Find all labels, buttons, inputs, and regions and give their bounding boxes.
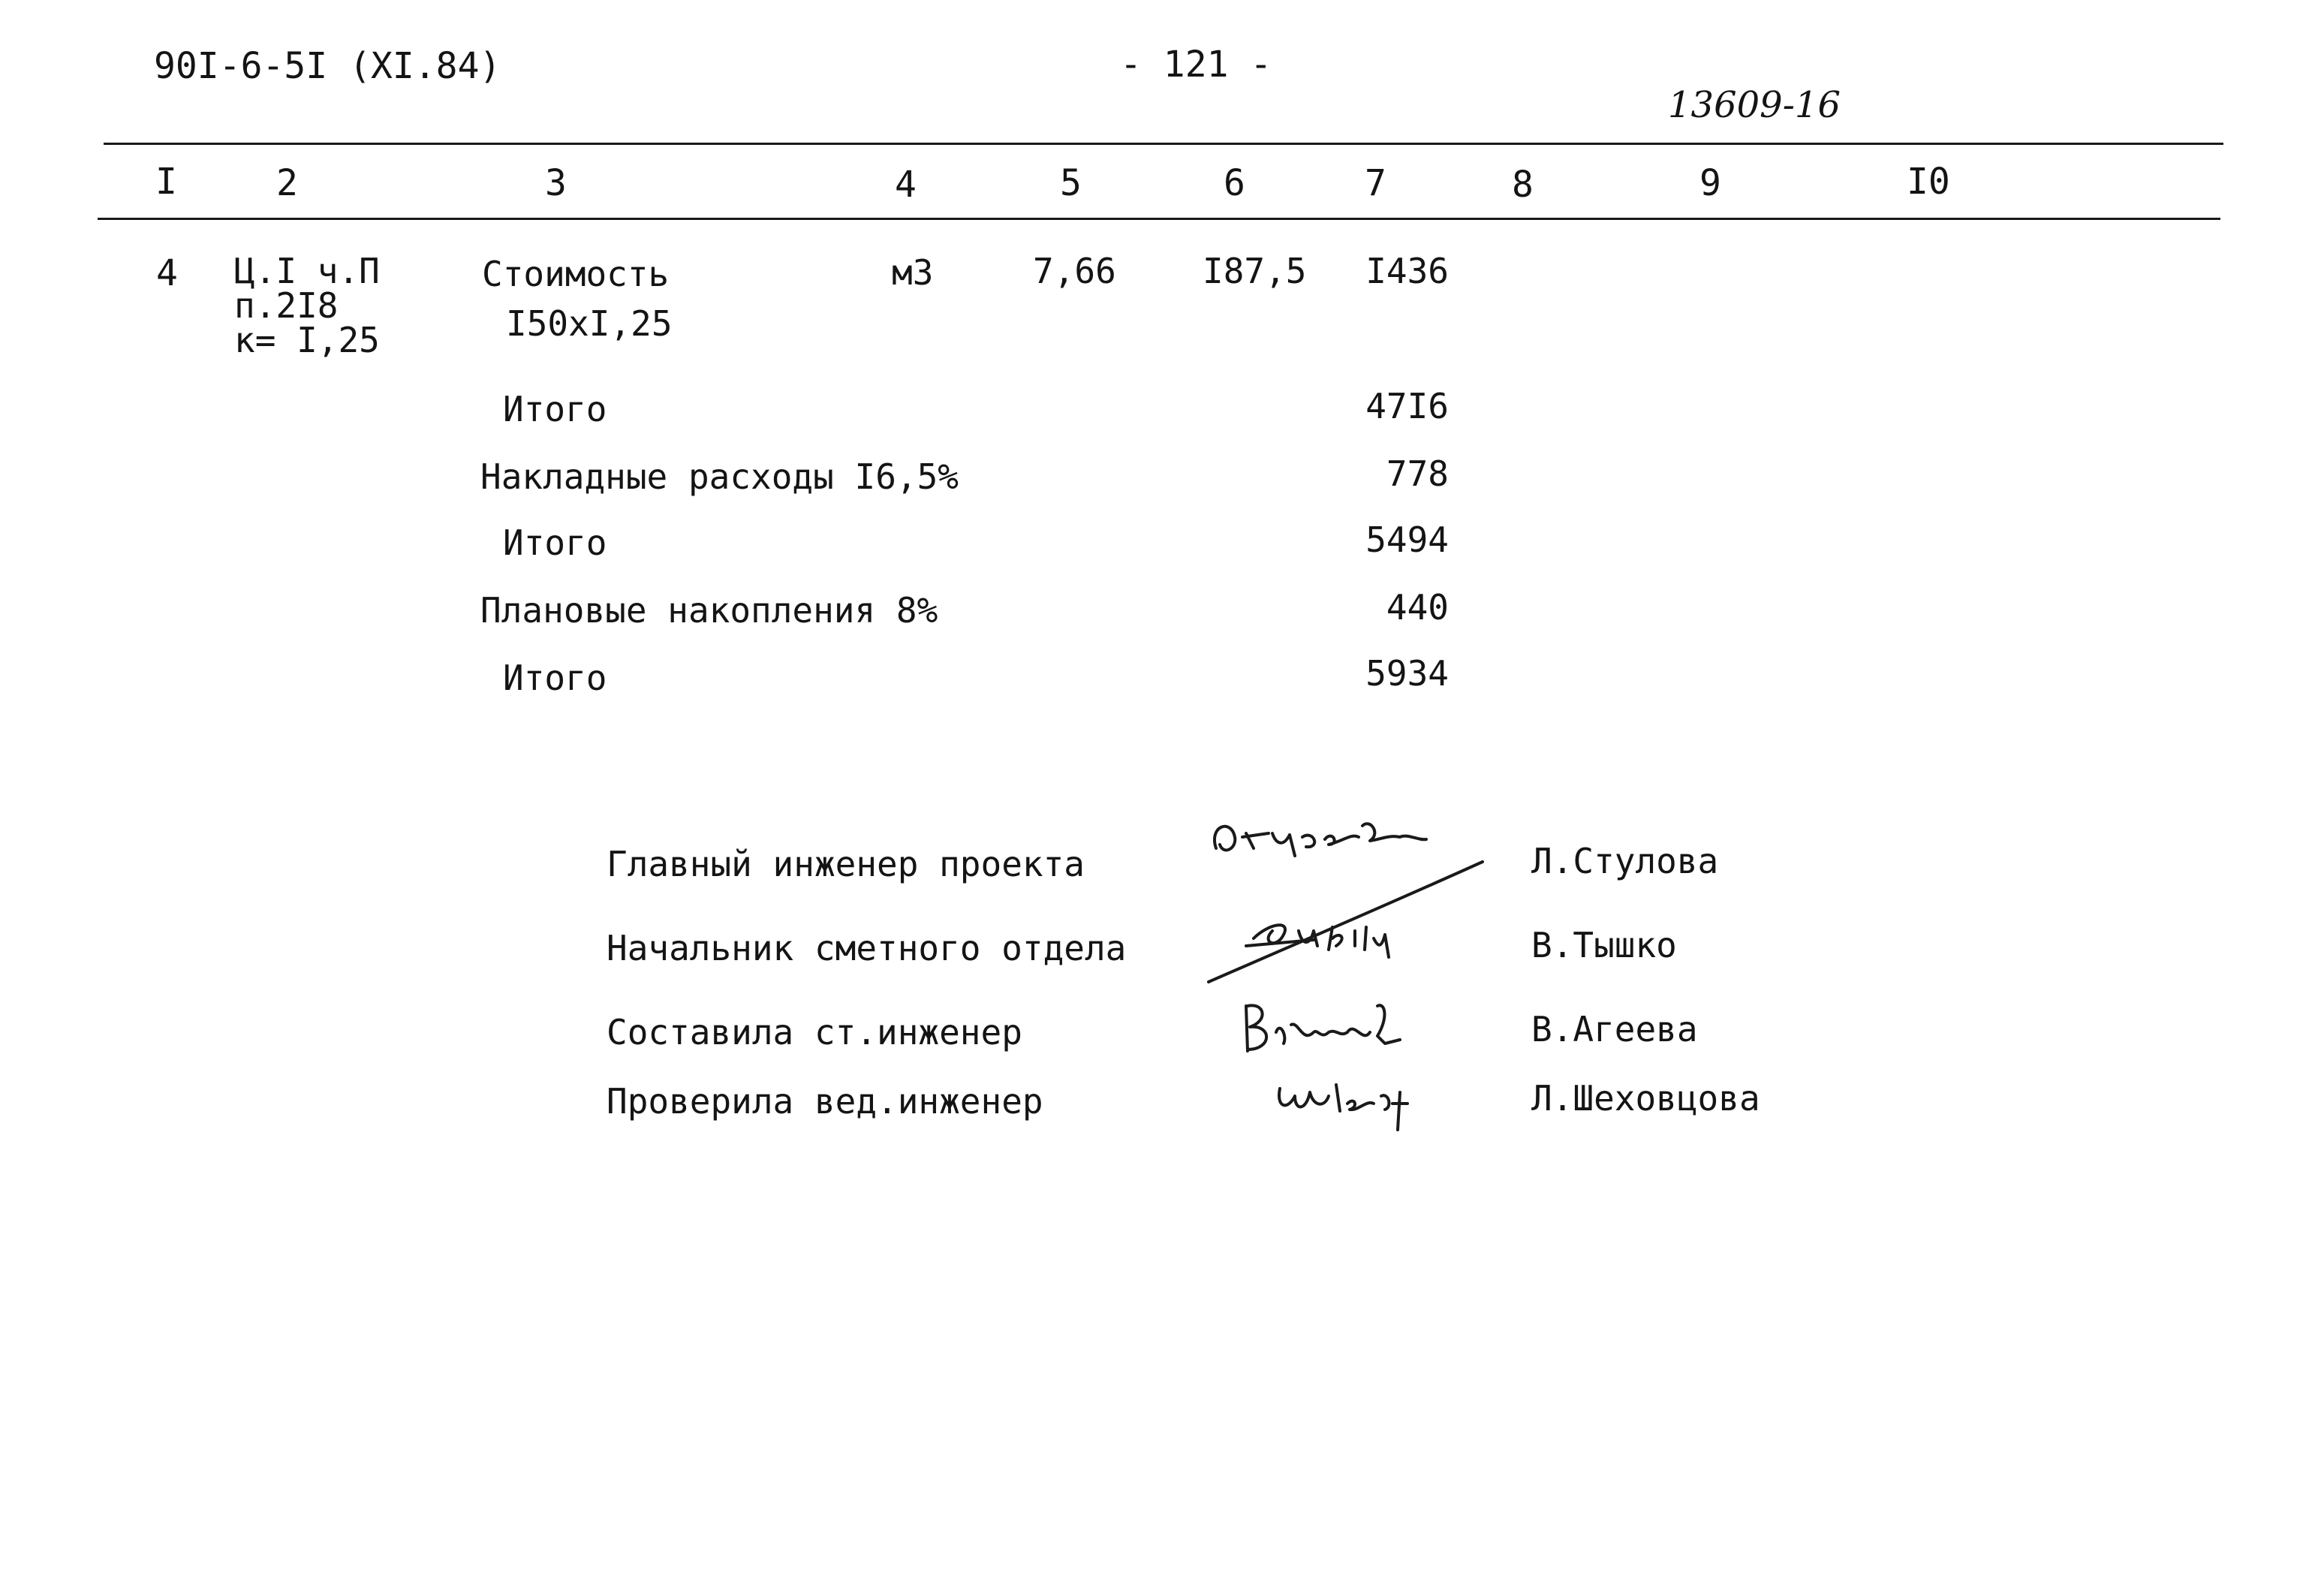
summary-value-1: 47I6 bbox=[1365, 386, 1449, 426]
signature-name-2: В.Тышко bbox=[1531, 925, 1677, 965]
row-name-line-1: Стоимость bbox=[482, 254, 670, 294]
summary-label-4: Плановые накопления 8% bbox=[480, 590, 938, 631]
row-quantity: 7,66 bbox=[1033, 251, 1116, 291]
row-price: I87,5 bbox=[1203, 251, 1307, 291]
col-header-4: 4 bbox=[895, 164, 917, 206]
signature-role-2: Начальник сметного отдела bbox=[607, 928, 1127, 968]
row-number: 4 bbox=[156, 252, 178, 294]
row-total: I436 bbox=[1365, 251, 1449, 291]
signature-role-1: Главный инженер проекта bbox=[607, 844, 1085, 884]
summary-value-4: 440 bbox=[1386, 587, 1449, 628]
col-header-2: 2 bbox=[276, 162, 298, 204]
header-rule-bottom bbox=[98, 218, 2220, 220]
signature-name-4: Л.Шеховцова bbox=[1531, 1078, 1760, 1119]
doc-code: 90I-6-5I (XI.84) bbox=[154, 45, 501, 87]
col-header-8: 8 bbox=[1512, 164, 1534, 206]
signature-role-4: Проверила вед.инженер bbox=[607, 1081, 1043, 1122]
signature-ageeva bbox=[1231, 991, 1426, 1058]
page-number: - 121 - bbox=[1120, 44, 1272, 86]
row-ref-line-3: к= I,25 bbox=[234, 320, 380, 360]
col-header-9: 9 bbox=[1699, 162, 1721, 204]
summary-label-2: Накладные расходы I6,5% bbox=[480, 456, 959, 497]
archive-number: 13609-16 bbox=[1668, 84, 1841, 126]
signature-tyshko bbox=[1201, 856, 1501, 1006]
col-header-10: I0 bbox=[1907, 161, 1950, 203]
col-header-1: I bbox=[155, 161, 177, 203]
row-name-line-2: I50xI,25 bbox=[506, 303, 673, 344]
signature-shekhovtsova bbox=[1269, 1066, 1434, 1134]
summary-value-3: 5494 bbox=[1365, 519, 1449, 560]
header-rule-top bbox=[104, 143, 2223, 145]
col-header-7: 7 bbox=[1365, 162, 1386, 204]
summary-label-3: Итого bbox=[503, 522, 607, 563]
row-ref-line-1: Ц.I ч.П bbox=[234, 251, 380, 291]
summary-label-5: Итого bbox=[503, 658, 607, 698]
summary-value-5: 5934 bbox=[1365, 653, 1449, 694]
row-ref-line-2: п.2I8 bbox=[234, 285, 339, 326]
signature-role-3: Составила ст.инженер bbox=[607, 1012, 1022, 1052]
summary-value-2: 778 bbox=[1386, 453, 1449, 494]
row-unit: м3 bbox=[892, 252, 934, 293]
summary-label-1: Итого bbox=[503, 389, 607, 429]
signature-name-3: В.Агеева bbox=[1531, 1009, 1698, 1049]
col-header-3: 3 bbox=[545, 162, 567, 204]
signature-name-1: Л.Стулова bbox=[1531, 841, 1719, 881]
col-header-5: 5 bbox=[1060, 162, 1082, 204]
col-header-6: 6 bbox=[1224, 162, 1245, 204]
